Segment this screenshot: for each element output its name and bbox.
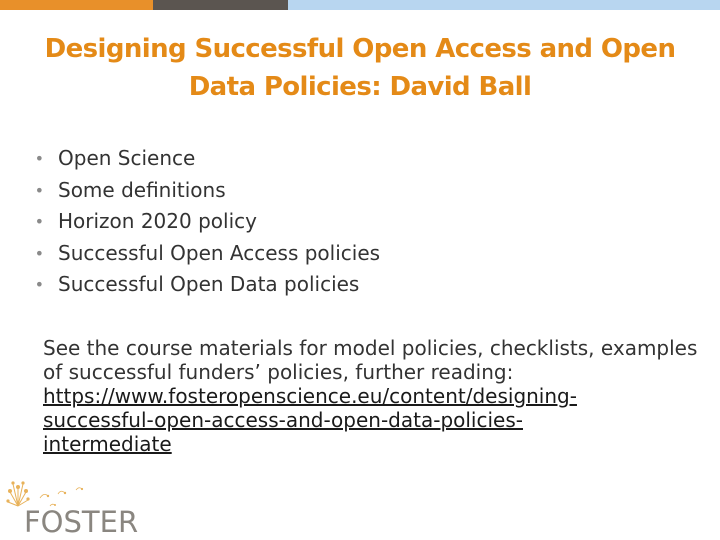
course-materials-note [43, 336, 713, 456]
bullet-dot-icon: • [34, 212, 44, 231]
bullet-item [0, 238, 380, 270]
bullet-text: Open Science [58, 146, 196, 170]
bullet-item [0, 143, 380, 175]
accent-segment-dark [153, 0, 288, 10]
bullet-dot-icon: • [34, 275, 44, 294]
link-line-2: successful-open-access-and-open-data-policies- [43, 408, 523, 432]
link-line-1: https://www.fosteropenscience.eu/content/designing- [43, 384, 577, 408]
bullet-dot-icon: • [34, 180, 44, 200]
foster-logo-text: FOSTER [24, 505, 139, 539]
course-materials-link[interactable] [43, 384, 577, 456]
bullet-item [0, 269, 380, 301]
note-text: See the course materials for model policies, checklists, examples of successful funders’ policies, further reading: [43, 336, 698, 384]
accent-segment-orange [0, 0, 153, 10]
bullet-dot-icon: • [34, 149, 44, 168]
slide-title-line-1: Designing Successful Open Access and Open [44, 34, 676, 64]
bullet-dot-icon: • [34, 243, 44, 263]
bullet-text: Horizon 2020 policy [58, 209, 257, 233]
slide-title-line-2: Data Policies: David Ball [188, 72, 532, 102]
slide-title [30, 30, 690, 106]
bullet-item [0, 175, 380, 207]
accent-segment-blue [288, 0, 720, 10]
bullet-item [0, 206, 380, 238]
link-line-3: intermediate [43, 432, 172, 456]
bullet-text: Successful Open Access policies [58, 240, 381, 265]
bullet-list [0, 143, 380, 301]
top-accent-bar [0, 0, 720, 10]
bullet-text: Some definitions [58, 177, 226, 202]
bullet-text: Successful Open Data policies [58, 272, 360, 296]
